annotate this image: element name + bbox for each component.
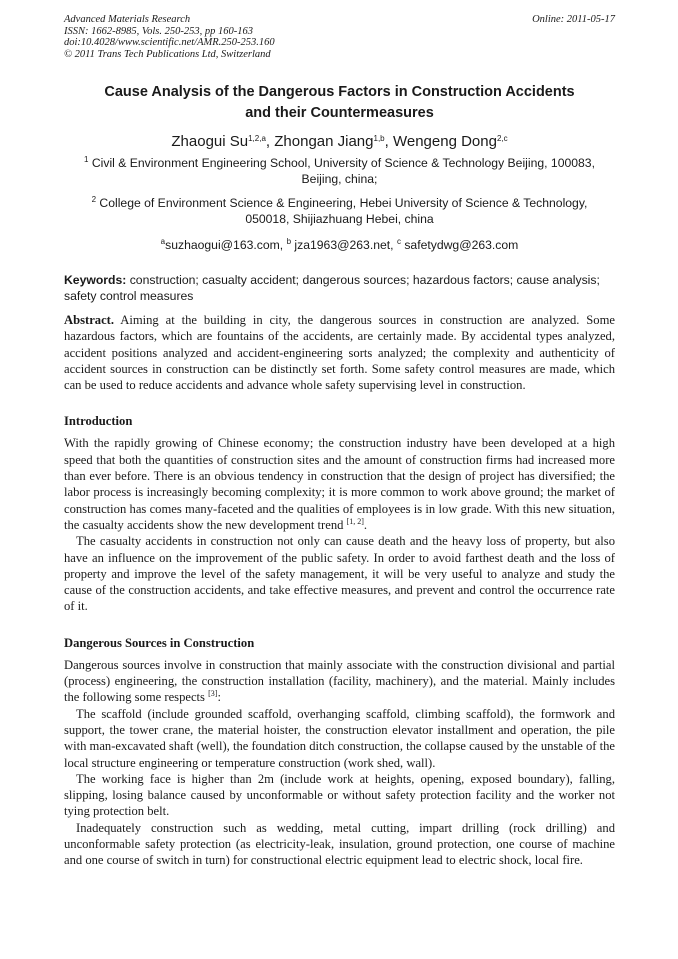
- title-line-1: Cause Analysis of the Dangerous Factors in Construction Accidents: [104, 84, 575, 100]
- section-heading-introduction: Introduction: [64, 414, 133, 429]
- author-name: Zhaogui Su: [171, 133, 249, 150]
- email-separator: ,: [279, 238, 287, 252]
- affiliation-number: 1: [84, 155, 89, 164]
- sources-paragraph-2: The scaffold (include grounded scaffold, overhanging scaffold, climbing scaffold), the formwork and support, the tower crane, the material hoister, the construction elevator installment and operation, the pile with man-excavated shaft (well), the foundation ditch construction, the collapse caused by the unstable of the local structure engineering or temperature construction (work shed, wall).: [64, 706, 615, 770]
- abstract: [64, 312, 615, 393]
- author-superscript: 1,b: [373, 134, 385, 143]
- affiliation-line: Civil & Environment Engineering School, University of Science & Technology Beijing, 100083,: [91, 156, 595, 170]
- keywords-label: Keywords:: [64, 273, 127, 287]
- section-heading-dangerous-sources: Dangerous Sources in Construction: [64, 635, 255, 650]
- author-superscript: 1,2,a: [248, 134, 266, 143]
- email-marker: b: [286, 237, 292, 246]
- keywords-text: construction; casualty accident; dangerous sources; hazardous factors; cause analysis; safety control measures: [64, 273, 600, 303]
- punctuation: :: [217, 690, 221, 705]
- sources-paragraph-1: [64, 657, 615, 706]
- title-line-2: and their Countermeasures: [245, 105, 434, 121]
- affiliation-1: [64, 155, 615, 187]
- paragraph-text: Dangerous sources involve in construction that mainly associate with the construction divisional and partial (process) engineering, the construction installation (facility, machinery), and the material. Mainly includes the following some respects: [64, 657, 615, 705]
- email-address: suzhaogui@163.com: [165, 238, 280, 252]
- abstract-label: Abstract.: [64, 313, 115, 327]
- email-separator: ,: [390, 238, 397, 252]
- email-marker: c: [396, 237, 401, 246]
- journal-name: Advanced Materials Research: [64, 14, 191, 25]
- intro-paragraph-1: [64, 435, 615, 533]
- issn-line: ISSN: 1662-8985, Vols. 250-253, pp 160-163: [64, 25, 253, 37]
- sources-paragraph-3: The working face is higher than 2m (include work at heights, opening, exposed boundary), falling, slipping, losing balance caused by unconformable or without safety protection facility and the worker not tying protection belt.: [64, 771, 615, 819]
- keywords: [64, 272, 615, 304]
- online-date: Online: 2011-05-17: [532, 14, 615, 25]
- affiliation-line: College of Environment Science & Engineering, Hebei University of Science & Technology,: [99, 196, 588, 210]
- affiliation-line: Beijing, china;: [301, 172, 378, 186]
- journal-info: [64, 14, 275, 60]
- paragraph-text: With the rapidly growing of Chinese economy; the construction industry have been developed at a high speed that both the quantities of construction sites and the amount of construction firms had increased more than ever before. There is an obvious tendency in construction that the design of project has diversified; the labor process is increasingly becoming complexity; it is more common to work above ground; the market of construction has comes many-faceted and the qualities of employees is in low grade. With this new situation, the casualty accidents show the new development trend: [64, 436, 615, 532]
- intro-paragraph-2: The casualty accidents in construction not only can cause death and the heavy loss of property, but also have an influence on the improvement of the public safety. In order to avoid farthest death and the loss of property and improve the level of the safety management, it will be very useful to analyze and study the cause of the construction accidents, and take effective measures, and prevent and control the occurrence rate of it.: [64, 534, 615, 614]
- email-marker: a: [160, 237, 166, 246]
- paper-page: [64, 14, 615, 869]
- punctuation: .: [363, 517, 368, 532]
- author-name: Wengeng Dong: [392, 133, 497, 150]
- author-name: Zhongan Jiang: [274, 133, 374, 150]
- paper-title: [64, 82, 615, 124]
- author-separator: ,: [265, 133, 275, 150]
- author-superscript: 2,c: [496, 134, 508, 143]
- author-separator: ,: [384, 133, 393, 150]
- citation: [1, 2]: [346, 516, 364, 526]
- abstract-text: Aiming at the building in city, the dangerous sources in construction are analyzed. Some hazardous factors, which are fountains of the accidents, are certainly made. By accidental types analyzed, accident positions analyzed and accident-engineering sorts analyzed; the complexity and authenticity of accident sources in construction can be distinctly set forth. Some safety control measures are made, which can be used to reduce accidents and advance whole safety supervising level in construction.: [64, 313, 615, 393]
- email-address: jza1963@263.net: [294, 238, 391, 252]
- journal-header: [64, 14, 615, 60]
- doi-line: doi:10.4028/www.scientific.net/AMR.250-253.160: [64, 37, 275, 48]
- affiliation-number: 2: [91, 195, 97, 204]
- author-emails: [64, 237, 615, 253]
- affiliation-line: 050018, Shijiazhuang Hebei, china: [245, 212, 434, 226]
- affiliation-2: [64, 195, 615, 227]
- author-list: [64, 131, 615, 153]
- citation: [3]: [208, 689, 218, 699]
- copyright-line: © 2011 Trans Tech Publications Ltd, Switzerland: [64, 48, 271, 60]
- email-address: safetydwg@263.com: [404, 238, 519, 252]
- sources-paragraph-4: Inadequately construction such as wedding, metal cutting, impart drilling (rock drilling) and unconformable safety protection (as electricity-leak, insulation, ground protection, one course of machine and one course of switch in turn) for constructional electric equipment lead to electric shock, local fire.: [64, 820, 615, 868]
